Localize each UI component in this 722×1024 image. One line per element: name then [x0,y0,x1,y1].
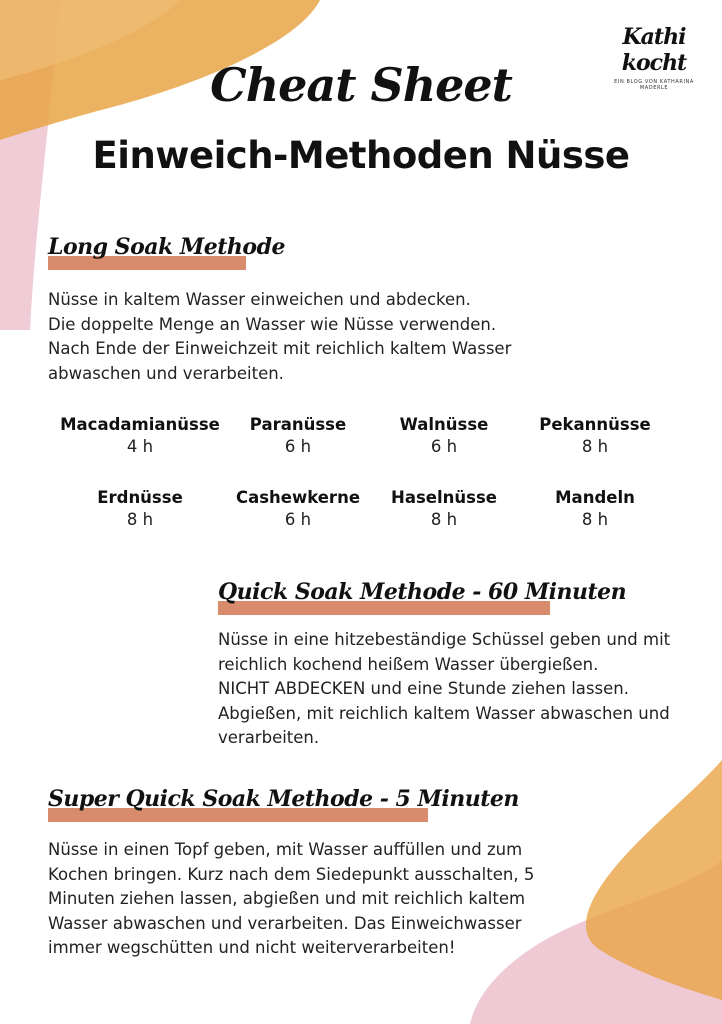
nut-name: Mandeln [555,488,635,507]
title-script: Cheat Sheet [210,58,512,112]
text-line: Wasser abwaschen und verarbeiten. Das Einweichwasser [48,913,522,933]
nut-name: Walnüsse [399,415,489,434]
text-line: Nüsse in einen Topf geben, mit Wasser auffüllen und zum [48,840,523,859]
text-line: Nüsse in eine hitzebeständige Schüssel geben und mit [218,630,671,649]
nut-item [60,415,220,456]
nut-time: 8 h [430,510,458,529]
text-line: reichlich kochend heißem Wasser übergießen. [218,654,599,674]
nut-name: Macadamianüsse [60,415,220,434]
nut-time: 6 h [284,437,312,456]
text-line: Kochen bringen. Kurz nach dem Siedepunkt ausschalten, 5 [48,864,535,884]
brand-name: Kathi kocht [621,24,687,76]
quick-soak-heading [218,577,627,615]
nut-name: Paranüsse [249,415,347,434]
text-line: verarbeiten. [218,728,320,747]
text-line: Minuten ziehen lassen, abgießen und mit reichlich kaltem [48,889,526,908]
long-soak-text [48,288,511,386]
nut-time: 4 h [126,437,154,456]
super-quick-soak-heading [48,784,519,822]
nut-name: Cashewkerne [235,488,361,507]
quick-soak-text [218,628,670,751]
text-line: immer wegschütten und nicht weiterverarbeiten! [48,938,456,957]
super-quick-soak-heading-label: Super Quick Soak Methode - 5 Minuten [48,786,519,812]
nut-time: 8 h [581,510,609,529]
text-line: NICHT ABDECKEN und eine Stunde ziehen lassen. [218,679,629,698]
nut-name: Pekannüsse [539,415,651,434]
super-quick-soak-text [48,838,534,961]
long-soak-heading [48,232,285,270]
nut-item [364,415,524,456]
page-title: Einweich-Methoden Nüsse [92,134,630,177]
nut-time: 6 h [284,510,312,529]
long-soak-heading-label: Long Soak Methode [48,234,285,260]
nut-name: Haselnüsse [391,488,497,507]
nut-time: 8 h [581,437,609,456]
brand-tagline: EIN BLOG VON KATHARINA MADERLE [614,79,694,91]
nut-item [515,415,675,456]
text-line: Abgießen, mit reichlich kaltem Wasser abwaschen und [218,703,670,723]
nut-item [218,415,378,456]
nut-item [515,488,675,529]
nut-item [60,488,220,529]
text-line: Nach Ende der Einweichzeit mit reichlich kaltem Wasser [48,339,512,358]
nut-item [218,488,378,529]
nut-item [364,488,524,529]
text-line: Nüsse in kaltem Wasser einweichen und abdecken. [48,290,471,309]
nut-name: Erdnüsse [97,488,183,507]
nut-time: 6 h [430,437,458,456]
quick-soak-heading-label: Quick Soak Methode - 60 Minuten [218,579,627,605]
text-line: abwaschen und verarbeiten. [48,363,284,383]
text-line: Die doppelte Menge an Wasser wie Nüsse verwenden. [48,314,497,334]
nut-time: 8 h [126,510,154,529]
